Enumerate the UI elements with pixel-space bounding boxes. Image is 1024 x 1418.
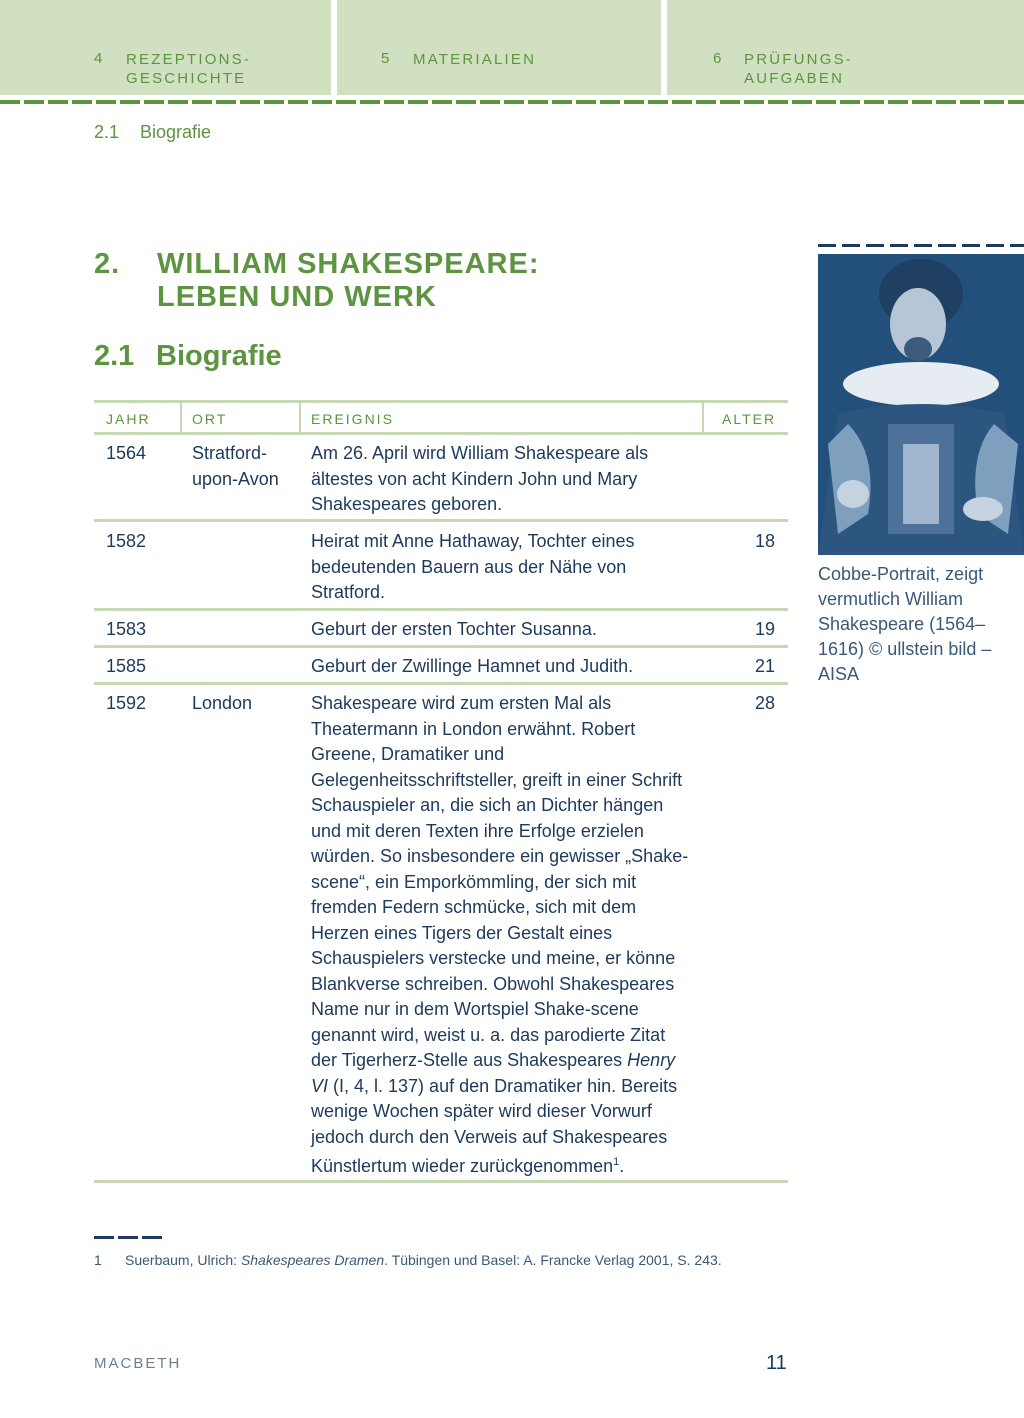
cell-place-line1: Stratford- <box>192 443 268 463</box>
cell-event: Geburt der ersten Tochter Susanna. <box>311 619 597 639</box>
table-rule <box>94 519 788 522</box>
nav-tab-label <box>744 50 853 88</box>
nav-tab-pruefungsaufgaben[interactable] <box>667 0 1024 95</box>
running-head-number: 2.1 <box>94 122 120 142</box>
cell-age: 19 <box>754 619 775 639</box>
running-head <box>94 122 211 143</box>
chapter-title <box>157 248 540 314</box>
nav-tab-label-line1: PRÜFUNGS- <box>744 51 853 68</box>
nav-tab-label <box>126 50 251 88</box>
event-text: Shakespeare wird zum ersten Mal als Theatermann in London erwähnt. Robert Greene, Dramatiker und Gelegenheitsschriftsteller, greift in einer Schrift Schauspieler an, die sich an Dichter hängen und mit deren Texten ihre Erfolge erzielen würden. So insbesondere ein gewisser „Shake-scene“, ein Emporkömmling, der sich mit fremden Federn schmücke, sich mit dem Herzen eines Tigers der Gestalt eines Schauspielers verstecke und meine, er könne Blankverse schreiben. Obwohl Shakespeares Name nur in dem Wortspiel Shake-scene genannt wird, weist u. a. das parodierte Zitat der Tigerherz-Stelle aus Shakespeares <box>311 693 689 1070</box>
column-header-age: ALTER <box>722 411 777 427</box>
column-header-event: EREIGNIS <box>311 411 394 427</box>
running-head-title: Biografie <box>140 122 212 142</box>
nav-tab-rezeptionsgeschichte[interactable] <box>0 0 331 95</box>
cell-age: 28 <box>754 693 775 713</box>
cell-year: 1582 <box>106 531 147 551</box>
nav-tab-materialien[interactable] <box>337 0 661 95</box>
nav-tab-label <box>413 50 536 69</box>
section-heading <box>94 340 282 373</box>
cell-event: Am 26. April wird William Shakespeare als ältestes von acht Kindern John und Mary Shakespeares geboren. <box>311 443 649 514</box>
cell-event <box>311 691 693 1180</box>
table-rule <box>94 608 788 611</box>
footer-book-title: MACBETH <box>94 1355 182 1372</box>
chapter-title-line2: LEBEN UND WERK <box>157 281 437 313</box>
nav-tab-label-line1: REZEPTIONS- <box>126 51 252 68</box>
footnote-text: . Tübingen und Basel: A. Francke Verlag 2001, S. 243. <box>384 1252 722 1268</box>
page-number: 11 <box>766 1352 787 1374</box>
table-rule <box>94 400 788 403</box>
cell-age: 21 <box>754 656 775 676</box>
column-divider <box>299 400 301 435</box>
chapter-nav <box>0 0 1024 95</box>
table-rule <box>94 682 788 685</box>
column-divider <box>702 400 704 435</box>
footnote-number: 1 <box>94 1252 102 1268</box>
chapter-number: 2. <box>94 248 121 280</box>
cell-place: London <box>192 693 253 713</box>
footnote-book-title: Shakespeares Dramen <box>240 1252 385 1268</box>
footnote-reference[interactable]: 1 <box>613 1156 620 1168</box>
shakespeare-portrait-image <box>818 254 1024 555</box>
cell-year: 1592 <box>106 693 147 713</box>
column-divider <box>180 400 182 435</box>
column-header-year: JAHR <box>106 411 151 427</box>
event-work-title: Henry VI <box>311 1050 676 1096</box>
nav-tab-label-line1: MATERIALIEN <box>413 51 537 68</box>
cell-year: 1564 <box>106 443 147 463</box>
header-dashed-divider <box>0 100 1024 104</box>
portrait-illustration-icon <box>818 254 1024 555</box>
portrait-dashed-divider <box>818 244 1024 247</box>
cell-age: 18 <box>754 531 775 551</box>
table-rule <box>94 645 788 648</box>
event-text: (I, 4, l. 137) auf den Dramatiker hin. Bereits wenige Wochen später wird dieser Vorwurf jedoch durch den Verweis auf Shakespeares Künstlertum wieder zurückgenommen <box>311 1075 678 1176</box>
cell-event: Heirat mit Anne Hathaway, Tochter eines bedeutenden Bauern aus der Nähe von Stratford. <box>311 531 635 602</box>
section-title: Biografie <box>156 340 282 372</box>
footnote-text: Suerbaum, Ulrich: <box>125 1252 241 1268</box>
event-text: . <box>619 1156 625 1176</box>
nav-tab-label-line2: GESCHICHTE <box>126 70 247 87</box>
section-number: 2.1 <box>94 340 135 372</box>
footnote-divider <box>94 1236 162 1239</box>
footnote <box>94 1252 722 1268</box>
column-header-place: ORT <box>192 411 228 427</box>
nav-tab-label-line2: AUFGABEN <box>744 70 845 87</box>
cell-year: 1585 <box>106 656 147 676</box>
cell-year: 1583 <box>106 619 147 639</box>
nav-tab-number: 6 <box>713 50 724 67</box>
nav-tab-number: 5 <box>381 50 392 67</box>
table-rule <box>94 432 788 435</box>
table-rule <box>94 1180 788 1183</box>
cell-place <box>192 441 279 492</box>
chapter-title-line1: WILLIAM SHAKESPEARE: <box>157 248 540 280</box>
cell-place-line2: upon-Avon <box>192 468 279 489</box>
nav-tab-number: 4 <box>94 50 105 67</box>
cell-event: Geburt der Zwillinge Hamnet und Judith. <box>311 656 634 676</box>
portrait-caption: Cobbe-Portrait, zeigt vermutlich William Shakespeare (1564–1616) © ullstein bild – AISA <box>818 564 992 684</box>
